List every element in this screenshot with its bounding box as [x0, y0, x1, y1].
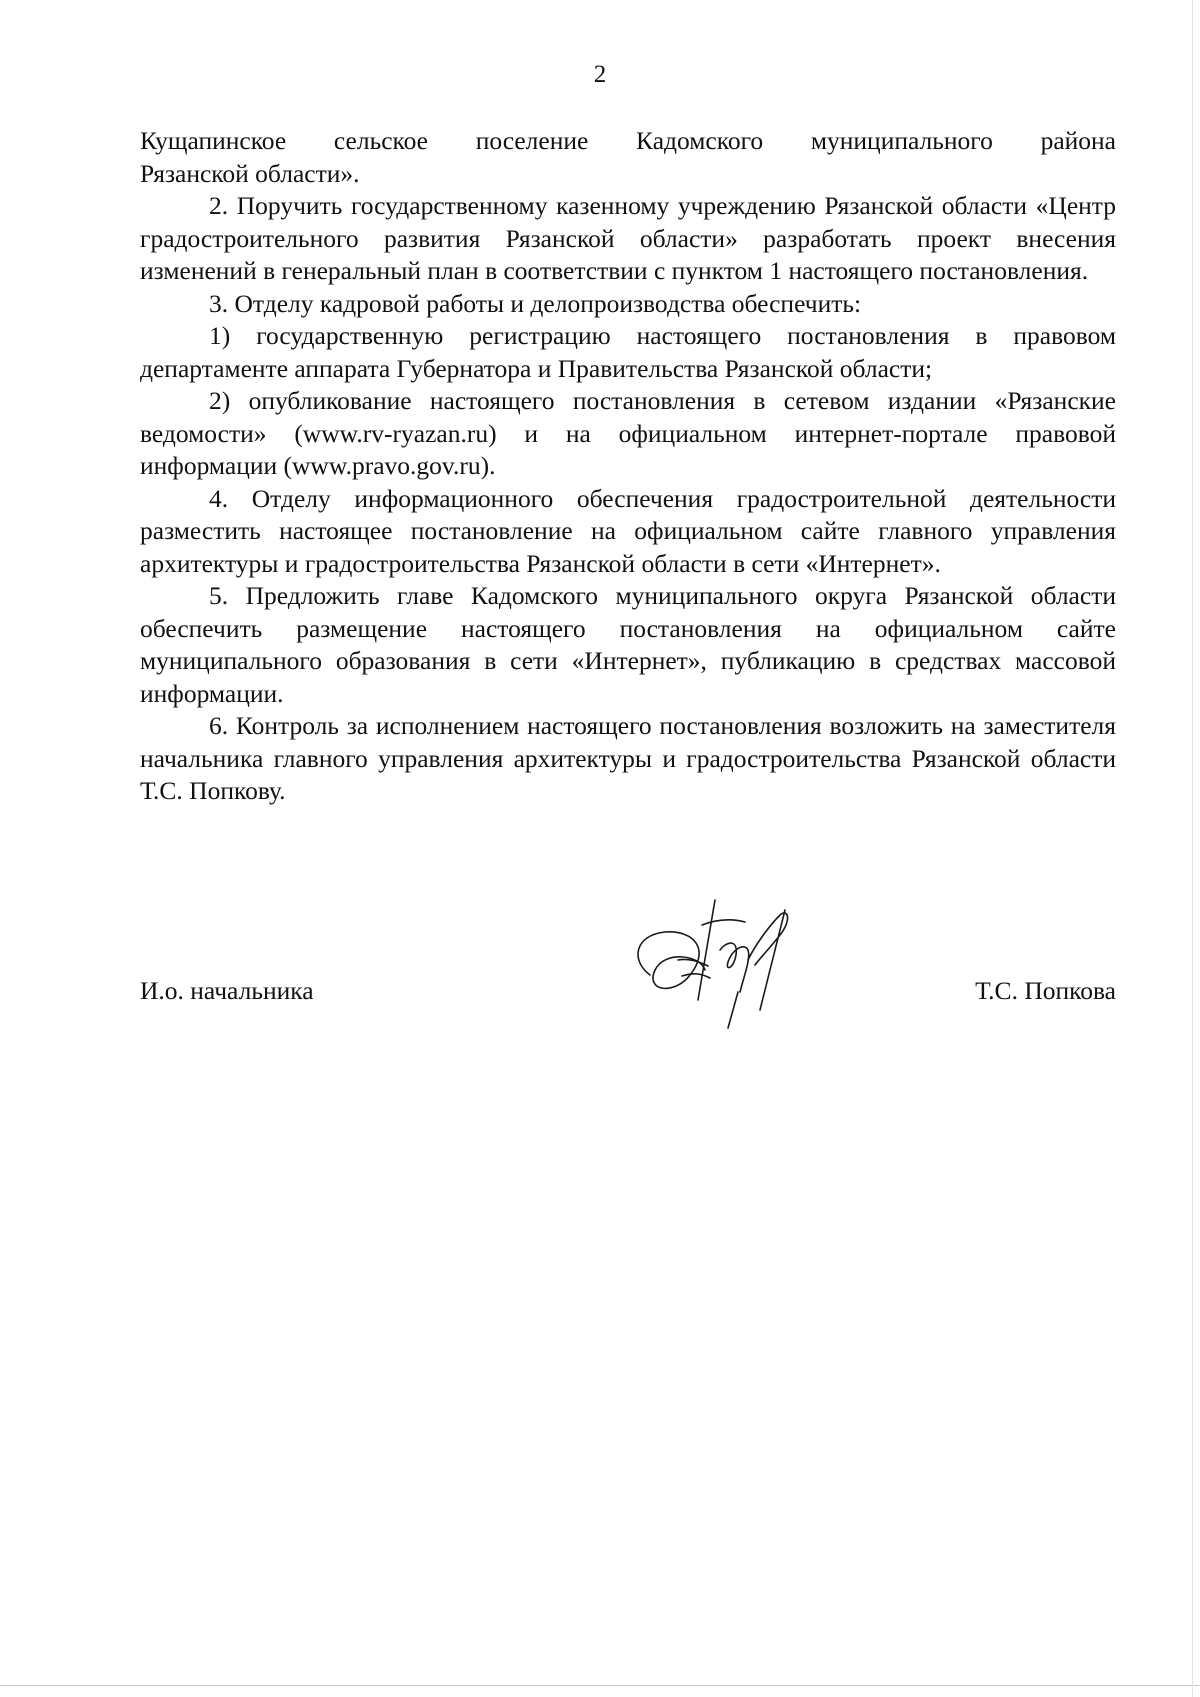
paragraph-item-6: 6. Контроль за исполнением настоящего постановления возложить на заместителя начальника главного управления архитектуры и градостроительства Рязанской области Т.С. Попкову. — [140, 711, 1116, 805]
handwritten-signature — [620, 880, 820, 1040]
page-number: 2 — [593, 61, 607, 88]
document-body — [140, 125, 1116, 808]
paragraph-item-4: 4. Отделу информационного обеспечения градостроительной деятельности разместить настоящее постановление на официальном сайте главного управления архитектуры и градостроительства Рязанской области в сети «Интернет». — [140, 483, 1116, 578]
signatory-name: Т.С. Попкова — [975, 976, 1116, 1005]
paragraph-item-3-1: 1) государственную регистрацию настоящего постановления в правовом департаменте аппарата Губернатора и Правительства Рязанской области; — [140, 321, 1116, 383]
signature-block — [140, 975, 1116, 1015]
paragraph-item-5: 5. Предложить главе Кадомского муниципального округа Рязанской области обеспечить размещение настоящего постановления на официальном сайте муниципального образования в сети «Интернет», публикацию в средствах массовой информации. — [140, 581, 1116, 708]
signatory-role: И.о. начальника — [140, 976, 314, 1005]
paragraph-continuation-end: Рязанской области». — [140, 158, 360, 188]
paragraph-item-2: 2. Поручить государственному казенному учреждению Рязанской области «Центр градостроительного развития Рязанской области» разработать проект внесения изменений в генеральный план в соответствии с пунктом 1 настоящего постановления. — [140, 191, 1116, 285]
paragraph-item-3-2: 2) опубликование настоящего постановления в сетевом издании «Рязанские ведомости» (www.rv-ryazan.ru) и на официальном интернет-портале правовой информации (www.pravo.gov.ru). — [140, 386, 1116, 480]
scan-edge-bottom — [0, 1685, 1200, 1686]
paragraph-continuation: Кущапинское сельское поселение Кадомского муниципального района — [140, 126, 1116, 155]
scan-edge-right — [1192, 0, 1193, 1697]
paragraph-item-3: 3. Отделу кадровой работы и делопроизводства обеспечить: — [209, 288, 862, 318]
